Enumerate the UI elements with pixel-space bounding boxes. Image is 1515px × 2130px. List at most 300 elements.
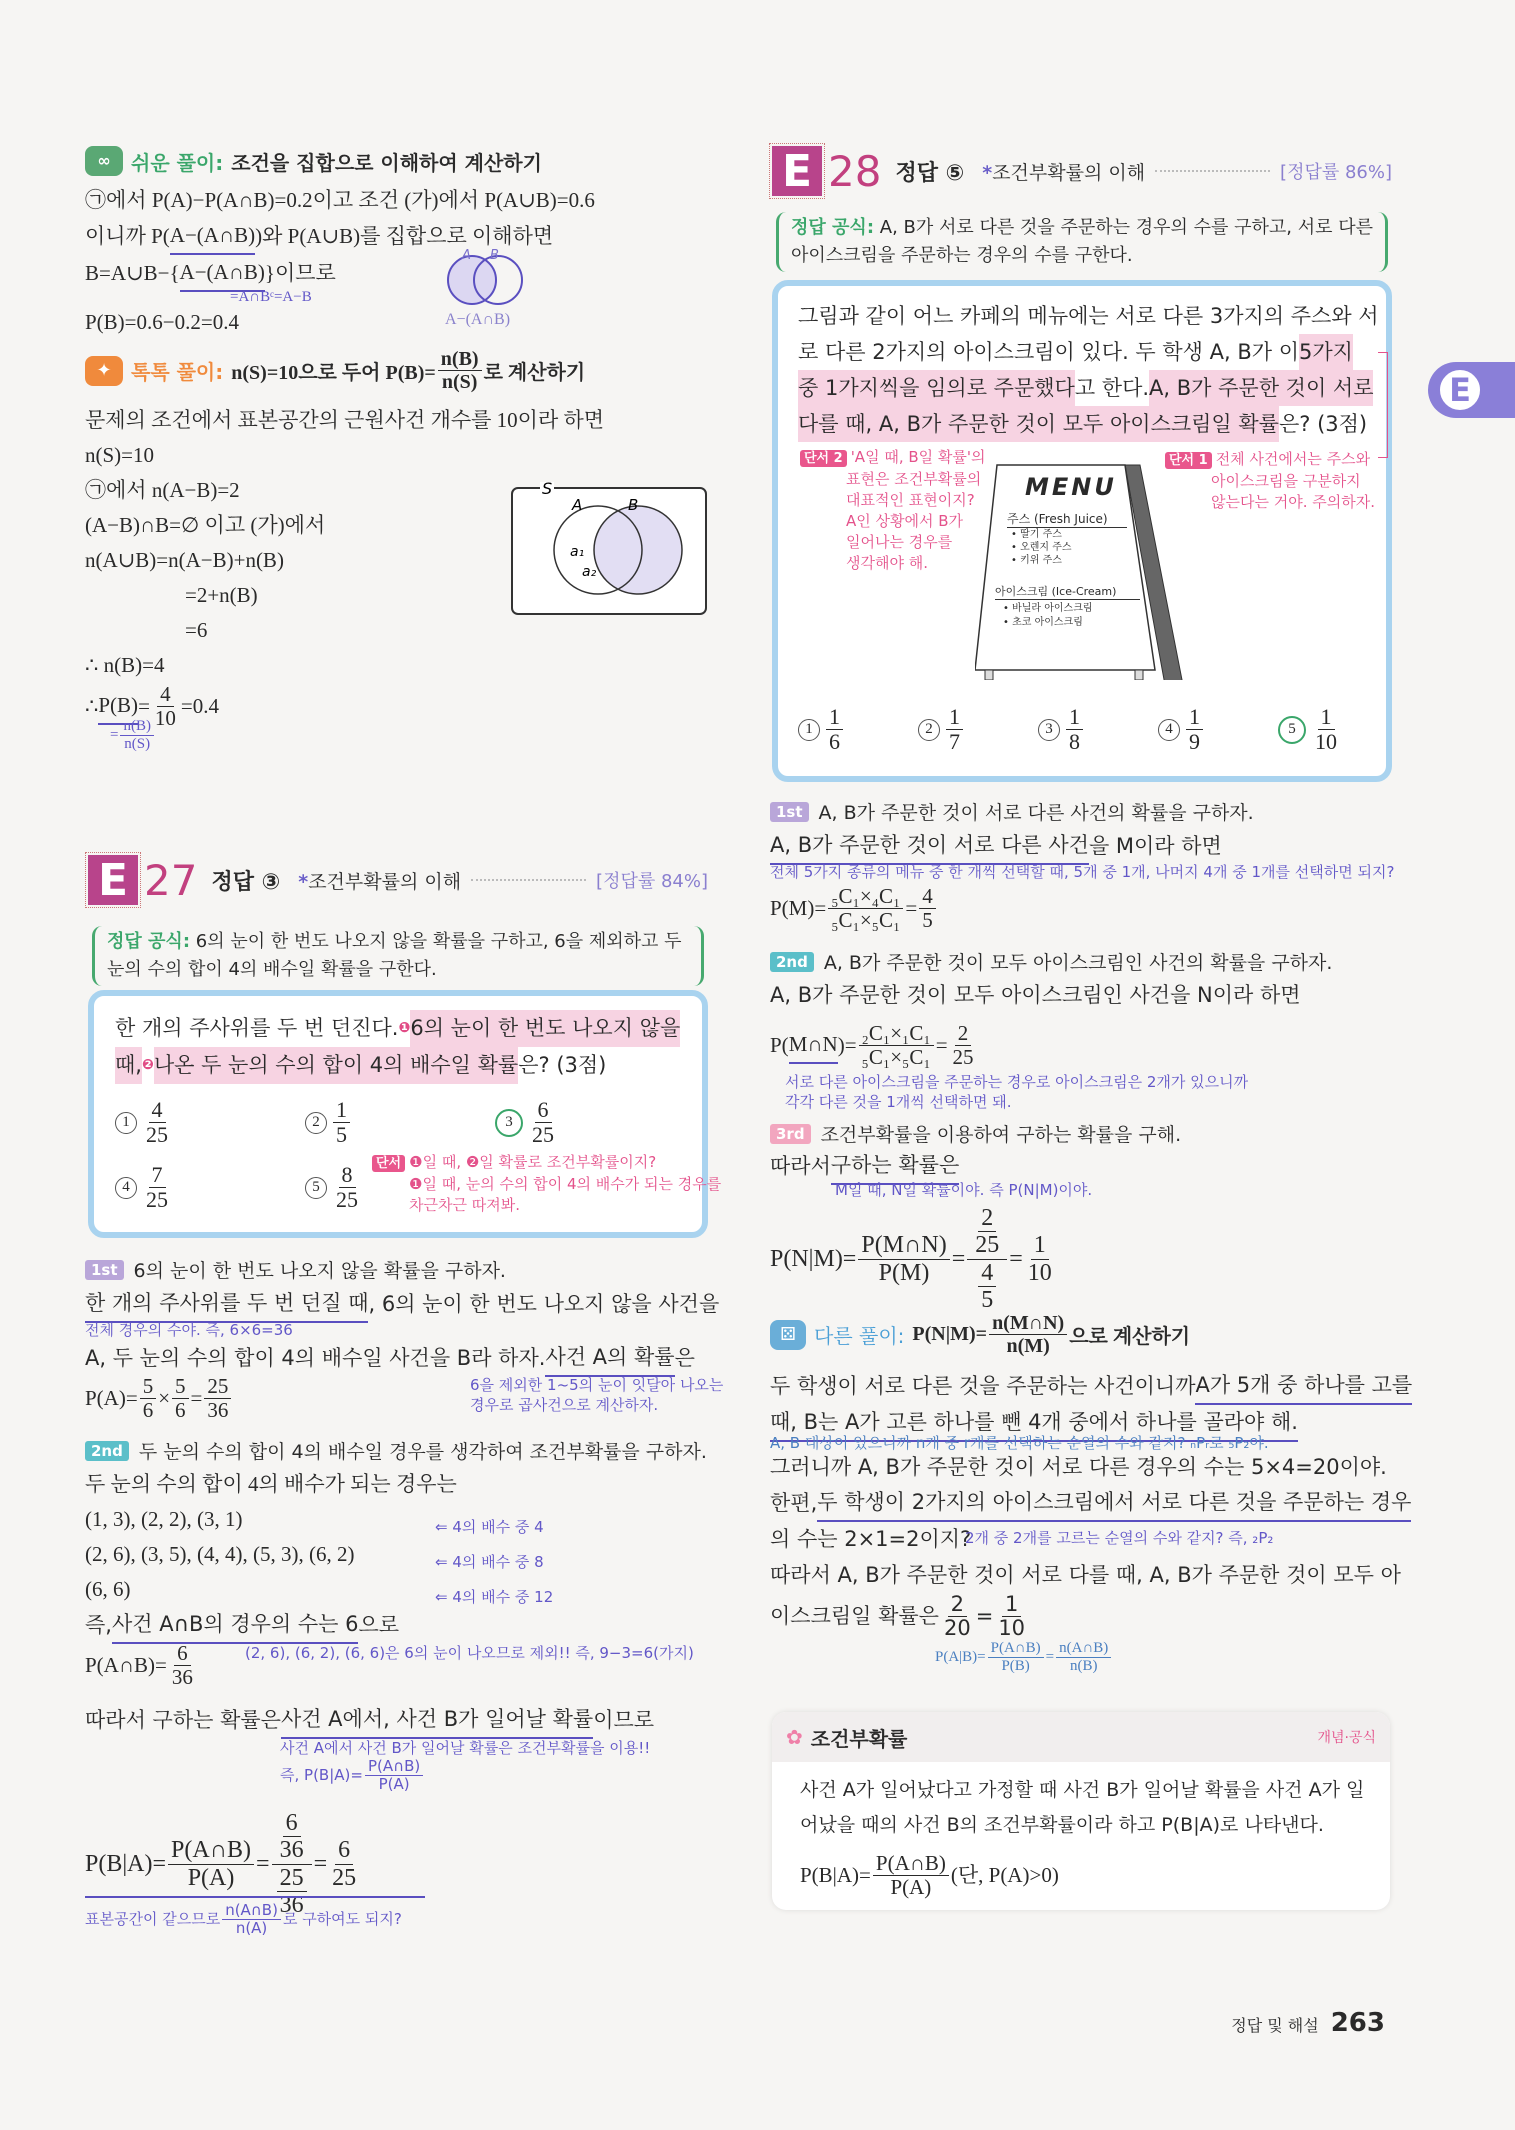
text-line <box>770 978 1301 1013</box>
numerator <box>858 1232 949 1259</box>
choice-number: 3 <box>495 1109 523 1137</box>
venn-label-b: B <box>490 248 499 263</box>
text-run: 두 눈의 수의 합이 4의 배수가 되는 경우는 <box>85 1472 457 1496</box>
text-run: P(B) <box>1001 1657 1030 1674</box>
text-run: P(A∩B) <box>171 1837 252 1864</box>
highlighted-text: 5가지 <box>1299 334 1353 370</box>
text-run: )와 P(A∪B)를 집합으로 이해하면 <box>255 224 554 248</box>
denominator <box>1003 1335 1052 1357</box>
text-run: 1 <box>1033 1232 1046 1259</box>
highlighted-text: 중 1가지씩을 임의로 주문했다 <box>798 370 1075 406</box>
denominator <box>376 1776 413 1793</box>
text-run: 즉, <box>85 1613 112 1637</box>
easy-title: 조건을 집합으로 이해하여 계산하기 <box>231 150 542 175</box>
text-run: ₂C₁×₁C₁ <box>861 1021 931 1045</box>
text-run: 이스크림일 확률은 <box>770 1604 939 1629</box>
e28-choices <box>798 705 1368 765</box>
text-line <box>435 1580 553 1615</box>
dotted-leader <box>471 879 586 881</box>
underlined-text: 사건 A의 확률 <box>545 1340 674 1377</box>
text-line <box>85 1642 198 1689</box>
text-run: (6, 6) <box>85 1577 131 1601</box>
numerator <box>333 1098 350 1123</box>
text-run: 25 <box>146 1187 168 1213</box>
fraction <box>919 885 936 932</box>
text-run: =2+n(B) <box>185 583 258 607</box>
e28-annotation: M일 때, N일 확률이야. 즉 P(N|M)이야. <box>835 1181 1093 1199</box>
denominator <box>169 1666 196 1689</box>
text-run: n(B) <box>1069 1657 1098 1674</box>
text-run: }이므로 <box>264 261 336 285</box>
text-run: 각각 다른 것을 1개씩 선택하면 돼. <box>785 1093 1012 1111</box>
text-line <box>280 1758 650 1792</box>
text-run: 이므로 <box>593 1708 655 1732</box>
text-run: 5 <box>142 1374 154 1398</box>
venn-label-b: B <box>628 496 639 514</box>
e28-number: 28 <box>828 146 882 196</box>
menu-item: • 바닐라 아이스크림 <box>1003 603 1093 614</box>
numerator <box>955 1022 972 1046</box>
denominator <box>329 1865 359 1891</box>
choice-option <box>1038 705 1085 754</box>
text-run: n(M) <box>1006 1335 1050 1357</box>
element-a1: a₁ <box>570 544 585 560</box>
fraction <box>169 1642 196 1689</box>
choice-option <box>798 705 845 754</box>
e28-hint-2 <box>800 447 986 574</box>
fraction <box>1312 705 1340 754</box>
text-line <box>770 828 1222 865</box>
text-line <box>770 885 938 932</box>
text-run: 이니까 P( <box>85 224 170 248</box>
e27-rate: [정답률 84%] <box>596 871 708 892</box>
step-badge: 2nd <box>770 952 814 972</box>
text-run: 25 <box>146 1122 168 1148</box>
choice-number: 2 <box>305 1112 327 1134</box>
text-run: 25 <box>952 1045 974 1070</box>
text-run: P(A|B)= <box>935 1649 986 1665</box>
text-run: = <box>1009 1245 1023 1272</box>
text-run: 의 수는 2×1=2이지? <box>770 1527 972 1551</box>
text-run: 1 <box>336 1097 347 1122</box>
hint-line: ❶일 때, 눈의 수의 합이 4의 배수가 되는 경우를 <box>409 1175 722 1193</box>
numerator <box>873 1852 949 1876</box>
easy-solution-heading <box>85 146 542 176</box>
text-run: =0.4 <box>180 694 219 719</box>
e28-pm <box>770 885 938 932</box>
venn-label-a: A <box>462 248 471 263</box>
text-run: = <box>935 1033 948 1058</box>
text-run: (A−B)∩B=∅ 이고 (가)에서 <box>85 513 326 537</box>
easy-annotation: =A∩Bᶜ=A−B <box>230 289 312 305</box>
hint-line: 일어나는 경우를 <box>846 533 953 551</box>
text-run: 사건 A가 일어났다고 가정할 때 사건 B가 일어날 확률을 사건 A가 일 <box>800 1778 1365 1801</box>
fraction <box>277 1810 307 1864</box>
text-run: )= <box>837 1033 857 1058</box>
fraction <box>1025 1232 1055 1286</box>
text-run: P(M)= <box>770 896 827 921</box>
fraction <box>946 705 963 754</box>
concept-header <box>772 1712 1390 1762</box>
fraction <box>365 1758 423 1792</box>
text-run: 2 <box>957 1021 969 1045</box>
choice-option <box>495 1098 559 1147</box>
text-run: 6 <box>285 1810 298 1836</box>
text-run: 4 <box>151 1097 163 1122</box>
text-run: n(A) <box>235 1918 268 1937</box>
denominator <box>333 1188 361 1212</box>
text-run: 사건 A에서 사건 B가 일어날 확률은 조건부확률을 이용!! <box>280 1739 651 1757</box>
text-run: 1 <box>949 704 960 729</box>
numerator <box>948 1593 967 1617</box>
text-run: 6 <box>177 1641 188 1665</box>
hint-label: 단서 1 <box>1165 452 1212 469</box>
underlined-text: 사건 A∩B의 경우의 수는 6 <box>112 1607 359 1644</box>
fraction <box>950 1022 977 1069</box>
text-run: P(A) <box>890 1875 932 1900</box>
alt-title <box>912 1312 1190 1357</box>
e27-step-1 <box>85 1256 506 1283</box>
magic-wand-icon: ✦ <box>85 356 123 386</box>
numerator <box>277 1865 307 1892</box>
e28-header <box>772 146 1392 196</box>
easy-result: P(B)=0.6−0.2=0.4 <box>85 310 239 334</box>
text-run: ∴ <box>85 694 99 719</box>
text-line <box>785 1092 1248 1112</box>
menu-item: • 초코 아이스크림 <box>1003 617 1083 628</box>
step-badge: 1st <box>770 802 809 822</box>
concept-box <box>772 1712 1390 1910</box>
e27-line <box>85 1340 695 1377</box>
text-run: ⇐ 4의 배수 중 8 <box>435 1553 544 1571</box>
denominator <box>887 1876 934 1899</box>
text-run: 25 <box>532 1122 554 1148</box>
choice-number: 2 <box>918 719 940 741</box>
e28-formula <box>776 212 1388 272</box>
text-run: 한편, <box>770 1491 818 1515</box>
e27-annotation <box>280 1738 650 1792</box>
hint-label: 단서 <box>372 1155 405 1172</box>
denominator <box>233 1920 270 1937</box>
text-run: = <box>190 1386 203 1411</box>
text-run: (단, P(A)>0) <box>950 1863 1059 1888</box>
step-badge: 1st <box>85 1260 124 1280</box>
hint-line: 표현은 조건부확률의 <box>846 470 982 488</box>
flower-icon: ✿ <box>786 1725 803 1749</box>
e27-cases <box>85 1467 457 1607</box>
text-run: P(M∩N) <box>861 1232 947 1259</box>
denominator <box>1186 730 1203 754</box>
e27-line <box>85 1286 719 1323</box>
text-line <box>470 1395 723 1415</box>
text-run: 을 M이라 하면 <box>1088 834 1222 858</box>
text-run: 36 <box>279 1892 304 1919</box>
underlined-text: 구하는 확률은 <box>831 1148 959 1185</box>
numerator <box>1031 1232 1049 1259</box>
text-run: 고 한다. <box>1074 376 1150 400</box>
numerator <box>1186 705 1203 730</box>
numerator <box>988 1640 1044 1658</box>
denominator <box>140 1399 157 1422</box>
menu-board-illustration <box>975 455 1190 680</box>
text-run: = <box>975 1604 994 1629</box>
tok-title <box>231 348 585 393</box>
text-run: 경우로 곱사건으로 계산하자. <box>470 1396 659 1414</box>
e28-topic: 조건부확률의 이해 <box>992 161 1146 184</box>
choice-number: 3 <box>1038 719 1060 741</box>
step-title: A, B가 주문한 것이 서로 다른 사건의 확률을 구하자. <box>818 802 1254 824</box>
menu-title: MENU <box>1025 473 1117 501</box>
text-run: 1 <box>1004 1592 1019 1616</box>
text-run: 10 <box>1027 1259 1052 1286</box>
text-run: ㉠에서 n(A−B)=2 <box>85 478 240 502</box>
text-run: 25 <box>207 1374 229 1398</box>
text-run: , 6의 눈이 한 번도 나오지 않을 사건을 <box>368 1292 720 1316</box>
text-run: 10 <box>154 706 176 731</box>
text-run: A, B가 주문한 것이 모두 아이스크림인 사건을 N이라 하면 <box>770 983 1301 1007</box>
choice-option <box>1158 705 1205 754</box>
fraction <box>1056 1640 1111 1674</box>
text-run: 서로 다른 아이스크림을 주문하는 경우로 아이스크림은 2개가 있으니까 <box>785 1073 1249 1091</box>
divider <box>85 1896 425 1898</box>
text-run: 6 <box>142 1398 154 1423</box>
fraction <box>143 1098 171 1147</box>
fraction <box>972 1205 1002 1259</box>
text-run: 은? (3점) <box>518 1053 607 1077</box>
denominator <box>143 1123 171 1147</box>
text-line <box>85 1375 233 1422</box>
denominator <box>995 1617 1028 1640</box>
hint-connector <box>1378 352 1388 458</box>
choice-option <box>115 1163 173 1212</box>
menu-ice-header: 아이스크림 (Ice-Cream) <box>995 583 1140 600</box>
menu-item: • 키위 주스 <box>1011 555 1062 566</box>
text-line <box>85 1502 457 1537</box>
fraction <box>140 1375 157 1422</box>
text-line <box>800 1807 1362 1842</box>
text-run: 따라서 A, B가 주문한 것이 서로 다를 때, A, B가 주문한 것이 모두 아 <box>770 1563 1401 1587</box>
numerator <box>967 1205 1007 1260</box>
highlighted-text: 다를 때, A, B가 주문한 것이 모두 아이스크림일 확률 <box>798 406 1279 442</box>
text-line <box>115 1010 680 1047</box>
e28-annotation: 전체 5가지 종류의 메뉴 중 한 개씩 선택할 때, 5개 중 1개, 나머지 4개 중 1개를 선택하면 되지? <box>770 863 1395 881</box>
text-line <box>935 1640 1113 1674</box>
fraction <box>1066 705 1083 754</box>
numerator <box>204 1375 231 1399</box>
concept-title: 조건부확률 <box>810 1726 908 1751</box>
text-run: 8 <box>341 1162 353 1187</box>
hint-line: 아이스크림을 구분하지 <box>1211 472 1361 490</box>
text-run: 36 <box>207 1398 229 1423</box>
text-run: (2, 6), (3, 5), (4, 4), (5, 3), (6, 2) <box>85 1542 355 1566</box>
numerator <box>172 1375 189 1399</box>
hint-line: A인 상황에서 B가 <box>846 512 964 530</box>
step-badge: 3rd <box>770 1124 811 1144</box>
e28-step-3 <box>770 1120 1181 1147</box>
denominator <box>172 1399 189 1422</box>
element-a2: a₂ <box>582 564 597 580</box>
text-run: n(S) <box>124 735 151 752</box>
hint-line: 않는다는 거야. 주의하자. <box>1211 493 1375 511</box>
text-run: ₅C₁×₅C₁ <box>861 1045 931 1070</box>
text-run: 표본공간이 같으므로 <box>85 1910 221 1928</box>
text-run: = <box>138 694 150 719</box>
denominator <box>121 736 153 753</box>
choice-number: 5 <box>305 1177 327 1199</box>
venn-label-a: A <box>572 496 583 514</box>
text-run: 36 <box>279 1837 304 1864</box>
star-icon: * <box>982 161 993 184</box>
text-run: P(A∩B)= <box>85 1653 167 1678</box>
e28-annotation <box>785 1072 1248 1112</box>
menu-ice-list <box>1003 602 1093 630</box>
numerator <box>120 718 154 736</box>
text-run: 8 <box>1069 729 1080 755</box>
step-title: 조건부확률을 이용하여 구하는 확률을 구해. <box>820 1124 1182 1146</box>
e27-header <box>88 855 708 905</box>
alt-annotation: 2개 중 2개를 고르는 순열의 수와 같지? 즉, ₂P₂ <box>965 1529 1274 1547</box>
text-line <box>770 1593 1401 1640</box>
text-run: × <box>158 1386 171 1411</box>
venn-diagram-small <box>440 245 530 307</box>
text-run: A, 두 눈의 수의 합이 4의 배수일 사건을 B라 하자. <box>85 1346 546 1370</box>
formula-label: 정답 공식: <box>107 931 191 952</box>
e28-final <box>770 1205 1057 1314</box>
numerator <box>1056 1640 1111 1658</box>
fraction <box>529 1098 557 1147</box>
text-run: 6을 제외한 1~5의 눈이 잇달아 나오는 <box>470 1376 724 1394</box>
text-line <box>185 613 258 648</box>
text-run: 10 <box>998 1616 1026 1641</box>
text-run: 어났을 때의 사건 B의 조건부확률이라 하고 P(B|A)로 나타낸다. <box>800 1813 1324 1836</box>
numerator <box>335 1837 353 1864</box>
text-run: 9 <box>1189 729 1200 755</box>
highlighted-text: 때, <box>115 1047 142 1084</box>
text-run: 즉, P(B|A)= <box>280 1766 363 1784</box>
text-run: = <box>1045 1649 1055 1665</box>
text-run: 1 <box>829 704 840 729</box>
text-run: B=A∪B−{ <box>85 261 180 285</box>
e27-annotation <box>85 1902 402 1936</box>
text-run: n(B) <box>123 718 151 734</box>
text-run: = <box>256 1850 270 1877</box>
e27-pa <box>85 1375 233 1422</box>
text-run: 10 <box>1315 729 1337 755</box>
step-title: 6의 눈이 한 번도 나오지 않을 확률을 구하자. <box>133 1260 506 1282</box>
text-run: 은 <box>674 1346 695 1370</box>
text-line <box>798 334 1379 370</box>
e28-step-2 <box>770 948 1332 975</box>
text-line <box>85 438 604 473</box>
alt-label: 다른 풀이: <box>814 1324 905 1348</box>
text-run: P(M) <box>878 1259 930 1286</box>
alt-lines <box>770 1558 1401 1640</box>
text-run: 1 <box>1189 704 1200 729</box>
numerator <box>174 1642 191 1666</box>
underlined-text: A−(A∩B) <box>170 218 255 255</box>
page-number: 263 <box>1330 2008 1385 2038</box>
text-run: 은? (3점) <box>1278 412 1368 436</box>
text-run: n(M∩N) <box>992 1312 1065 1334</box>
e28-line <box>770 828 1222 865</box>
choice-option <box>305 1098 352 1147</box>
text-line <box>85 1286 719 1323</box>
text-run: 따라서 <box>770 1154 831 1178</box>
underlined-text: M∩N <box>789 1027 838 1064</box>
menu-item: • 딸기 주스 <box>1011 529 1062 540</box>
text-line <box>85 1537 457 1572</box>
text-run: 25 <box>336 1187 358 1213</box>
tok-label: 톡톡 풀이: <box>131 360 224 384</box>
formula-text: 6의 눈이 한 번도 나오지 않을 확률을 구하고, 6을 제외하고 두 눈의 수의 합이 4의 배수일 확률을 구한다. <box>107 931 682 980</box>
numerator <box>149 1163 166 1188</box>
fraction <box>828 885 903 932</box>
e27-problem-text <box>115 1010 680 1084</box>
hint-line: 차근차근 따져봐. <box>409 1196 520 1214</box>
numerator <box>339 1163 356 1188</box>
text-line <box>770 1558 1401 1593</box>
text-run: (1, 3), (2, 2), (3, 1) <box>85 1507 243 1531</box>
text-line <box>85 1572 457 1607</box>
hint-line: ❶일 때, ❷일 확률로 조건부확률이지? <box>409 1153 657 1171</box>
denominator <box>185 1865 238 1891</box>
denominator <box>204 1399 231 1422</box>
underlined-text: A, B가 주문한 것이 서로 다른 사건 <box>770 828 1089 865</box>
text-run: P(B|A)= <box>85 1850 167 1877</box>
numerator <box>946 705 963 730</box>
fraction <box>438 348 482 393</box>
text-run: n(S)=10 <box>85 443 155 467</box>
text-run: 5 <box>922 908 933 933</box>
text-line <box>770 1368 1412 1405</box>
venn-label-s: S <box>542 482 553 498</box>
text-run: 6 <box>338 1837 351 1864</box>
text-run: 따라서 구하는 확률은 <box>85 1708 281 1732</box>
text-run: 로 다른 2가지의 아이스크림이 있다. 두 학생 A, B가 이 <box>798 340 1299 364</box>
numerator <box>438 348 482 371</box>
e27-formula <box>92 926 704 986</box>
concept-formula <box>772 1852 1390 1899</box>
text-run: n(S)=10으로 두어 P(B)= <box>231 362 436 384</box>
text-run: P(B|A)= <box>800 1863 871 1888</box>
alt-annotation: A, B 대상이 있으니까 n개 중 r개를 선택하는 순열의 수와 같지? ₙPᵣ로 ₅P₂야. <box>770 1434 1269 1452</box>
fraction <box>978 1260 996 1314</box>
text-run: 25 <box>975 1232 1000 1259</box>
e28-letter: E <box>772 146 822 196</box>
step-title: 두 눈의 수의 합이 4의 배수일 경우를 생각하여 조건부확률을 구하자. <box>138 1441 707 1463</box>
text-run: 7 <box>151 1162 163 1187</box>
denominator <box>919 909 936 932</box>
text-run: n(B) <box>440 348 479 370</box>
text-run: 그림과 같이 어느 카페의 메뉴에는 서로 다른 3가지의 주스와 서 <box>798 304 1379 328</box>
underlined-text: 한 개의 주사위를 두 번 던질 때 <box>85 1286 368 1323</box>
text-line <box>770 1022 979 1069</box>
choice-option <box>115 1098 173 1147</box>
text-line <box>185 578 258 613</box>
star-icon: * <box>298 870 309 893</box>
text-line <box>470 1375 723 1395</box>
denominator <box>1067 1658 1101 1675</box>
easy-label: 쉬운 풀이: <box>131 150 224 175</box>
fraction <box>172 1375 189 1422</box>
denominator <box>826 730 843 754</box>
e27-line <box>85 1607 399 1644</box>
fraction <box>333 1098 350 1147</box>
text-run: P(N|M)= <box>912 1323 988 1345</box>
fraction <box>333 1163 361 1212</box>
e28-pmn <box>770 1022 979 1069</box>
e28-step-1 <box>770 798 1254 825</box>
